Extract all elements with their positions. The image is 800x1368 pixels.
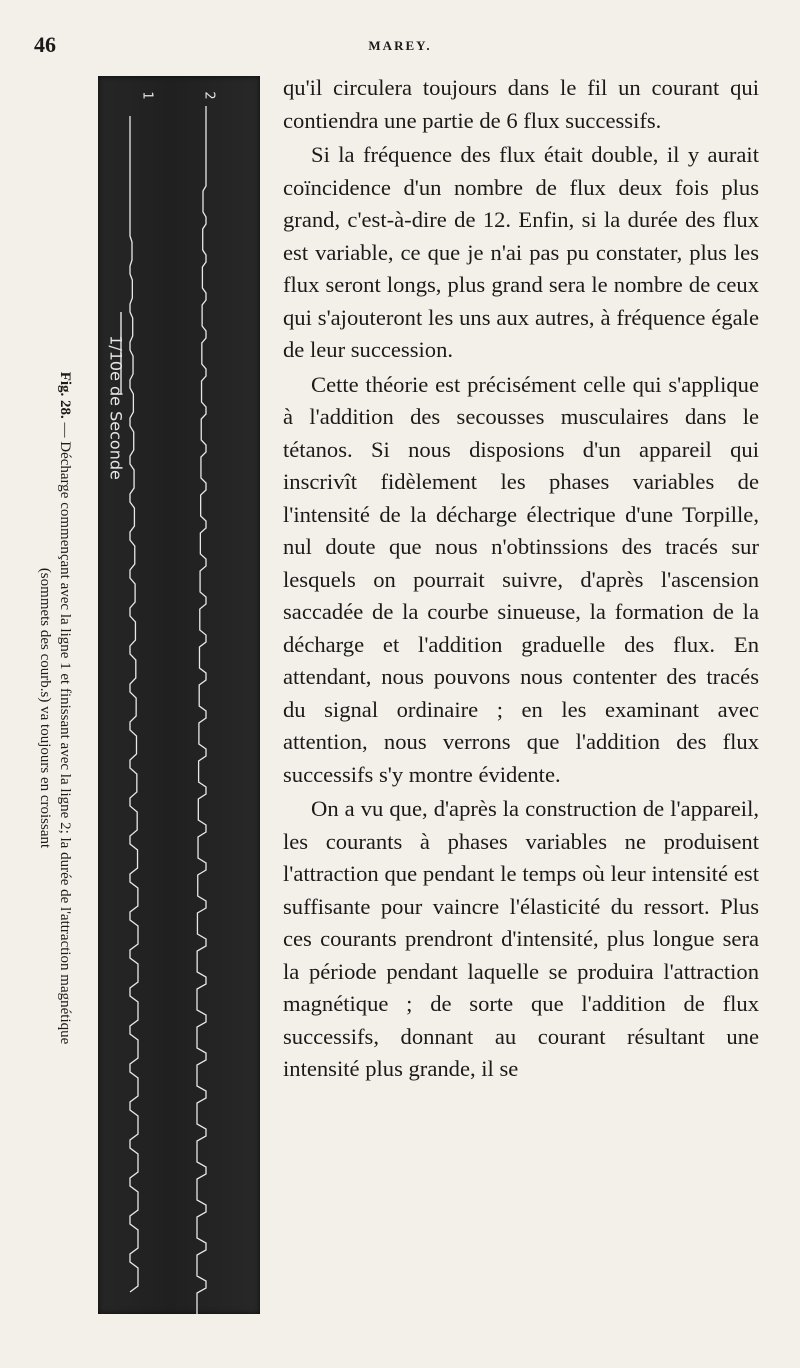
paragraph-1: qu'il circulera toujours dans le fil un courant qui contiendra une partie de 6 flux successifs.: [283, 75, 759, 133]
caption-line-1: — Décharge commençant avec la ligne 1 et finissant avec la ligne 2; la durée de l'attraction magnétique: [57, 422, 73, 1045]
trace-line-2: [197, 106, 206, 1314]
figure-caption: [35, 208, 75, 1208]
running-head: MAREY.: [368, 38, 432, 53]
trace-label-2: 2: [201, 91, 217, 100]
caption-figure-number: Fig. 28.: [57, 371, 73, 419]
time-scale-label: 1/10e de Seconde: [106, 335, 126, 480]
paragraph-4: On a vu que, d'après la construction de l'appareil, les courants à phases variables ne produisent l'attraction que pendant le temps où leur intensité est suffisante pour vaincre l'élasticité du ressort. Plus ces courants prendront d'intensité, plus longue sera la période pendant laquelle se produira l'attraction magnétique ; de sorte que l'addition de flux successifs, donnant au courant résultant une intensité plus grande, il se: [283, 796, 759, 1081]
caption-line-2: (sommets des courb.s) va toujours en croissant: [37, 567, 53, 849]
figure-28-plate: [98, 76, 260, 1314]
page-number: 46: [34, 32, 56, 57]
paragraph-2: Si la fréquence des flux était double, il y aurait coïncidence d'un nombre de flux deux fois plus grand, c'est-à-dire de 12. Enfin, si la durée des flux est variable, ce que je n'ai pas pu constater, plus les flux seront longs, plus grand sera le nombre de ceux qui s'ajouteront les uns aux autres, à fréquence égale de leur succession.: [283, 142, 759, 362]
body-text: [283, 72, 759, 1086]
trace-label-1: 1: [139, 91, 155, 100]
signal-traces: [98, 76, 260, 1314]
paragraph-3: Cette théorie est précisément celle qui s'applique à l'addition des secousses musculaires dans le tétanos. Si nous disposions d'un appareil qui inscrivît fidèlement les phases variables de l'intensité de la décharge électrique d'une Torpille, nul doute que nous n'obtinssions des tracés sur lesquels on pourrait suivre, d'après l'ascension saccadée de la courbe sinueuse, la formation de la décharge et l'addition graduelle des flux. En attendant, nous pouvons nous contenter des tracés du signal ordinaire ; en les examinant avec attention, nous verrons que l'addition des flux successifs s'y montre évidente.: [283, 371, 759, 787]
trace-line-1: [130, 116, 138, 1292]
